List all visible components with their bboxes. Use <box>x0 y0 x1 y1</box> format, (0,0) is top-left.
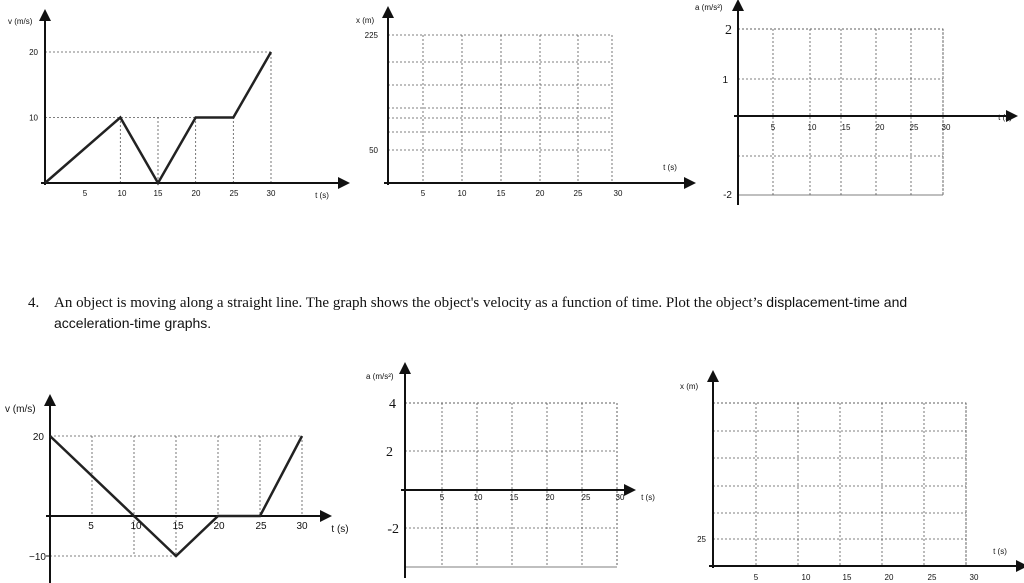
y-tick-label: -2 <box>387 522 399 537</box>
chart-x-t-bottom <box>680 376 1022 582</box>
x-tick-label: 25 <box>229 189 239 198</box>
chart-v-t-bottom <box>5 400 349 583</box>
x-tick-label: 25 <box>927 573 937 582</box>
x-tick-label: 10 <box>130 521 142 532</box>
x-tick-label: 15 <box>842 573 852 582</box>
chart-a-t-bottom <box>366 368 655 578</box>
x-tick-label: 15 <box>172 521 184 532</box>
x-tick-label: 25 <box>255 521 267 532</box>
y-tick-label: 20 <box>29 48 38 57</box>
y-tick-label: 1 <box>722 75 728 86</box>
x-tick-label: 20 <box>213 521 225 532</box>
y-axis-label: a (m/s²) <box>695 3 723 12</box>
x-tick-label: 5 <box>88 521 94 532</box>
x-tick-label: 30 <box>615 493 625 502</box>
x-tick-label: 5 <box>753 573 759 582</box>
x-tick-label: 20 <box>545 493 555 502</box>
x-axis-label: t (s) <box>331 524 349 535</box>
x-tick-label: 15 <box>496 189 506 198</box>
y-axis-label: x (m) <box>356 16 375 25</box>
x-tick-label: 20 <box>884 573 894 582</box>
y-tick-label: 50 <box>369 146 378 155</box>
y-tick-label: 25 <box>697 535 706 544</box>
x-tick-label: 20 <box>191 189 201 198</box>
x-tick-label: 30 <box>941 123 951 132</box>
x-tick-label: 15 <box>509 493 519 502</box>
problem-text-line2: acceleration-time graphs. <box>54 315 212 331</box>
x-tick-label: 10 <box>457 189 467 198</box>
x-tick-label: 25 <box>581 493 591 502</box>
problem-text-cont: displacement-time and <box>766 294 908 310</box>
problem-text: An object is moving along a straight line. The graph shows the object's velocity as a function of time. Plot the object’s <box>54 295 763 311</box>
grid-border <box>405 403 617 567</box>
y-tick-label: 2 <box>725 23 732 38</box>
x-tick-label: 30 <box>613 189 623 198</box>
y-axis-label: a (m/s²) <box>366 372 394 381</box>
x-axis-label: t (s) <box>315 191 329 200</box>
x-tick-label: 15 <box>841 123 851 132</box>
x-tick-label: 10 <box>801 573 811 582</box>
y-tick-label: 2 <box>386 445 393 460</box>
x-axis-label: t (s) <box>663 163 677 172</box>
y-tick-label: 4 <box>389 397 396 412</box>
x-tick-label: 10 <box>807 123 817 132</box>
x-axis-label: t (s) <box>993 547 1007 556</box>
grid-border <box>738 29 943 195</box>
x-tick-label: 25 <box>909 123 919 132</box>
x-axis-label: t (s) <box>998 113 1012 122</box>
x-tick-label: 5 <box>770 123 776 132</box>
x-tick-label: 20 <box>875 123 885 132</box>
x-tick-label: 20 <box>535 189 545 198</box>
x-axis-label: t (s) <box>641 493 655 502</box>
problem-statement <box>28 292 1024 333</box>
x-tick-label: 25 <box>573 189 583 198</box>
x-tick-label: 10 <box>117 189 127 198</box>
x-tick-label: 30 <box>266 189 276 198</box>
problem-number: 4. <box>28 295 40 311</box>
grid-border <box>713 403 966 566</box>
y-tick-label: -2 <box>723 190 732 201</box>
y-axis-label: x (m) <box>680 382 699 391</box>
x-tick-label: 15 <box>153 189 163 198</box>
x-tick-label: 30 <box>969 573 979 582</box>
y-tick-label: 10 <box>29 113 38 123</box>
y-axis-label: v (m/s) <box>5 404 36 415</box>
y-axis-label: v (m/s) <box>8 17 33 26</box>
chart-a-t-top <box>695 3 1012 205</box>
x-tick-label: 30 <box>296 521 308 532</box>
x-tick-label: 10 <box>473 493 483 502</box>
chart-v-t-top <box>8 15 344 200</box>
x-tick-label: 5 <box>420 189 426 198</box>
chart-x-t-top <box>356 12 690 198</box>
x-tick-label: 5 <box>82 189 88 198</box>
y-tick-label: 20 <box>32 432 44 443</box>
y-tick-label: 225 <box>364 31 378 40</box>
x-tick-label: 5 <box>439 493 445 502</box>
y-tick-label: −10 <box>29 552 46 563</box>
